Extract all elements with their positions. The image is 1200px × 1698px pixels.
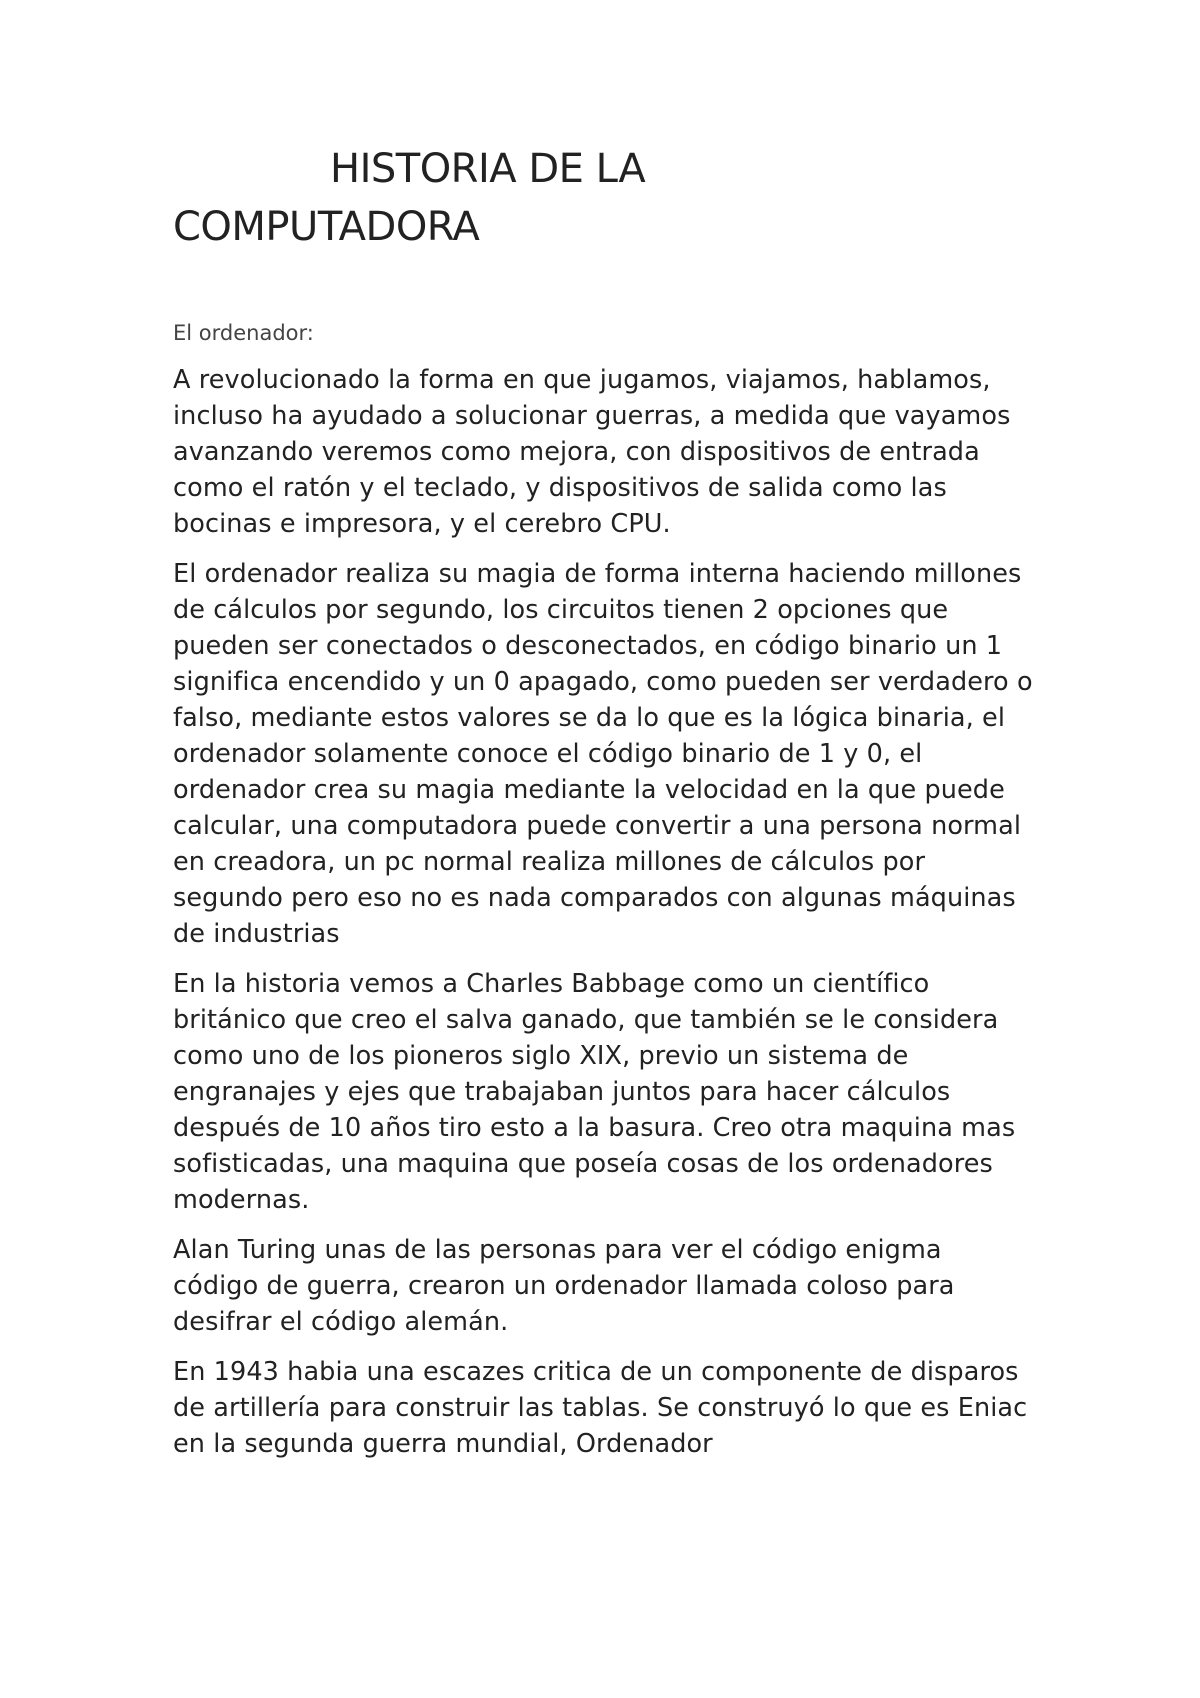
- title-line-2: COMPUTADORA: [173, 204, 480, 250]
- section-subtitle: El ordenador:: [173, 321, 314, 345]
- paragraph-3: En la historia vemos a Charles Babbage como un científico británico que creo el salva ganado, que también se le considera como uno de los pioneros siglo XIX, previo un sistema de engranajes y ejes que trabajaban juntos para hacer cálculos después de 10 años tiro esto a la basura. Creo otra maquina mas sofisticadas, una maquina que poseía cosas de los ordenadores modernas.: [173, 969, 1016, 1215]
- title-line-1: HISTORIA DE LA: [330, 146, 646, 192]
- paragraph-1: A revolucionado la forma en que jugamos, viajamos, hablamos, incluso ha ayudado a solucionar guerras, a medida que vayamos avanzando veremos como mejora, con dispositivos de entrada como el ratón y el teclado, y dispositivos de salida como las bocinas e impresora, y el cerebro CPU.: [173, 365, 1011, 539]
- paragraph-2: El ordenador realiza su magia de forma interna haciendo millones de cálculos por segundo, los circuitos tienen 2 opciones que pueden ser conectados o desconectados, en código binario un 1 significa encendido y un 0 apagado, como pueden ser verdadero o falso, mediante estos valores se da lo que es la lógica binaria, el ordenador solamente conoce el código binario de 1 y 0, el ordenador crea su magia mediante la velocidad en la que puede calcular, una computadora puede convertir a una persona normal en creadora, un pc normal realiza millones de cálculos por segundo pero eso no es nada comparados con algunas máquinas de industrias: [173, 559, 1033, 949]
- document-title: [173, 140, 1033, 256]
- document-body: [173, 140, 1033, 1462]
- paragraph-5: En 1943 habia una escazes critica de un componente de disparos de artillería para construir las tablas. Se construyó lo que es Eniac en la segunda guerra mundial, Ordenador: [173, 1357, 1028, 1459]
- paragraph-4: Alan Turing unas de las personas para ver el código enigma código de guerra, crearon un ordenador llamada coloso para desifrar el código alemán.: [173, 1235, 955, 1337]
